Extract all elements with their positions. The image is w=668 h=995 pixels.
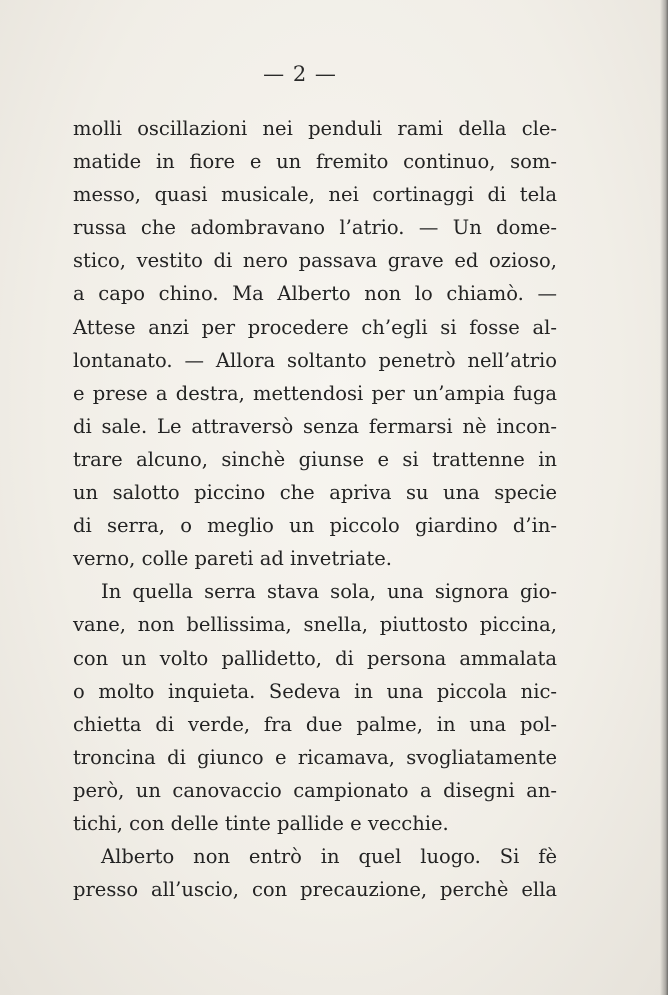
text-line: tichi, con delle tinte pallide e vecchie.	[73, 811, 449, 835]
body-text	[73, 112, 557, 906]
text-line: russa che adombravano l’atrio. — Un dome-	[73, 216, 557, 240]
text-line: messo, quasi musicale, nei cortinaggi di tela	[73, 183, 557, 207]
page-edge-shadow	[660, 0, 668, 995]
text-line: Alberto non entrò in quel luogo. Si fè	[101, 845, 557, 869]
text-line: presso all’uscio, con precauzione, perchè ella	[73, 878, 557, 902]
text-line: lontanato. — Allora soltanto penetrò nell’atrio	[73, 348, 557, 372]
text-line: Attese anzi per procedere ch’egli si fosse al-	[73, 315, 557, 339]
text-line: a capo chino. Ma Alberto non lo chiamò. —	[73, 282, 557, 306]
text-line: stico, vestito di nero passava grave ed ozioso,	[73, 249, 557, 273]
text-line: con un volto pallidetto, di persona ammalata	[73, 646, 557, 670]
page-number: — 2 —	[263, 62, 337, 86]
text-line: troncina di giunco e ricamava, svogliatamente	[73, 745, 557, 769]
text-line: però, un canovaccio campionato a disegni an-	[73, 778, 557, 802]
text-line: vane, non bellissima, snella, piuttosto piccina,	[73, 613, 557, 637]
text-line: trare alcuno, sinchè giunse e si trattenne in	[73, 447, 557, 471]
text-line: un salotto piccino che apriva su una specie	[73, 481, 557, 505]
text-line: matide in fiore e un fremito continuo, som-	[73, 150, 557, 174]
text-line: di sale. Le attraversò senza fermarsi nè incon-	[73, 414, 557, 438]
text-line: chietta di verde, fra due palme, in una pol-	[73, 712, 557, 736]
text-line: e prese a destra, mettendosi per un’ampia fuga	[73, 381, 557, 405]
text-line: verno, colle pareti ad invetriate.	[73, 547, 392, 571]
text-line: In quella serra stava sola, una signora gio-	[101, 580, 557, 604]
text-line: o molto inquieta. Sedeva in una piccola nic-	[73, 679, 557, 703]
text-line: molli oscillazioni nei penduli rami della cle-	[73, 117, 557, 140]
text-line: di serra, o meglio un piccolo giardino d’in-	[73, 514, 557, 538]
